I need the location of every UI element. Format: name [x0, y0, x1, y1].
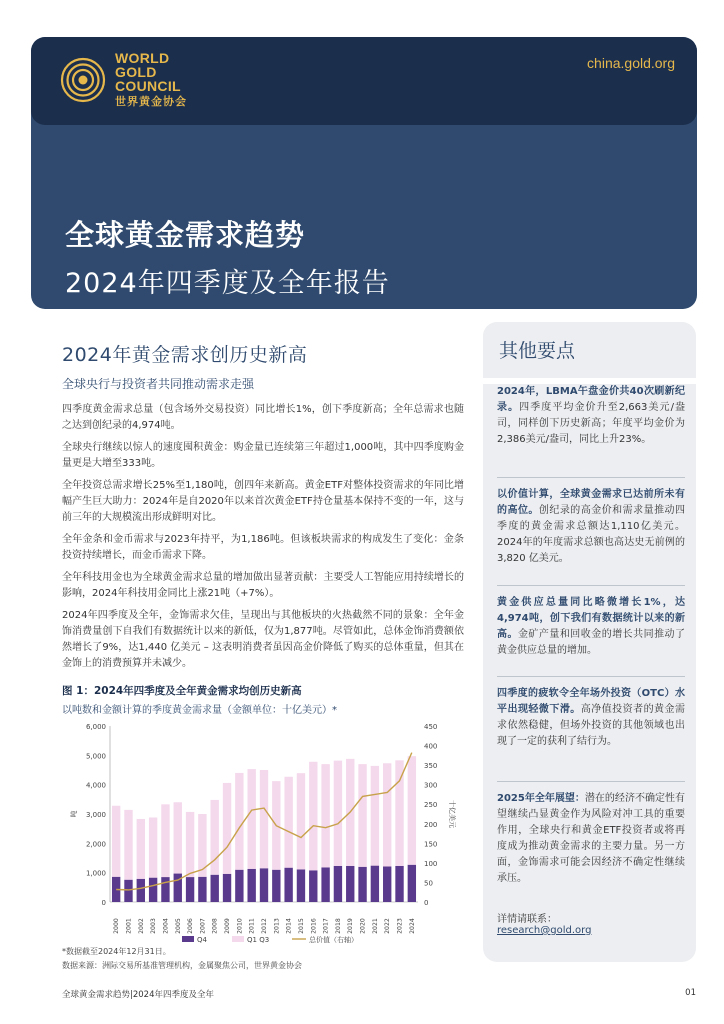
sidebar-heading: 其他要点	[499, 340, 576, 362]
header-brand-bar	[31, 37, 697, 125]
x-tick-label: 2006	[187, 918, 195, 934]
bar-q1-q3	[321, 764, 329, 867]
x-tick-label: 2016	[310, 918, 318, 934]
y2-tick-label: 350	[424, 762, 438, 771]
x-tick-label: 2021	[371, 918, 379, 934]
logo-line-3: COUNCIL	[115, 78, 181, 94]
bar-q1-q3	[408, 756, 416, 865]
bar-q4	[161, 877, 169, 902]
legend-label-q4: Q4	[197, 936, 207, 944]
bar-q4	[137, 879, 145, 902]
sidebar-rule	[497, 477, 685, 478]
bar-q1-q3	[297, 773, 305, 869]
x-tick-label: 2019	[347, 918, 355, 934]
logo-line-2: GOLD	[115, 64, 157, 80]
bar-q1-q3	[371, 766, 379, 866]
bar-q1-q3	[309, 762, 317, 871]
highlights-sidebar	[483, 322, 696, 962]
body-paragraph: 2024年四季度及全年，金饰需求欠佳，呈现出与其他板块的火热截然不同的景象：全年金饰消费量创下自我们有数据统计以来的新低，仅为1,877吨。尽管如此，总体金饰消费额依然增长了9%，达1,440 亿美元 – 这表明消费者虽因高金价降低了购买的总体重量，但其在金饰上的消费预算并未减少。	[62, 610, 464, 669]
figure-title: 图 1：2024年四季度及全年黄金需求均创历史新高	[62, 685, 302, 697]
y2-tick-label: 400	[424, 742, 438, 751]
report-subtitle: 2024年四季度及全年报告	[65, 268, 390, 299]
bar-q1-q3	[211, 800, 219, 875]
x-tick-label: 2013	[273, 918, 281, 934]
y2-tick-label: 200	[424, 820, 438, 829]
main-column	[62, 340, 464, 672]
bar-q4	[149, 878, 157, 902]
bar-q4	[309, 870, 317, 902]
body-paragraph: 全年科技用金也为全球黄金需求总量的增加做出显著贡献：主要受人工智能应用持续增长的影响，2024年科技用金同比上涨21吨（+7%）。	[62, 572, 464, 599]
bar-q4	[408, 865, 416, 902]
legend-label-q1-q3: Q1 Q3	[247, 936, 270, 944]
bar-q4	[272, 870, 280, 902]
bar-q1-q3	[284, 777, 292, 868]
report-header	[31, 37, 697, 309]
highlight-text: 潜在的经济不确定性有望继续凸显黄金作为风险对冲工具的重要作用，全球央行和黄金ETF投资者或将再度成为推动黄金需求的主要力量。另一方面，金饰需求可能会因经济不确定性继续承压。	[497, 793, 685, 884]
bar-q4	[346, 866, 354, 902]
x-tick-label: 2005	[174, 918, 182, 934]
x-tick-label: 2000	[113, 918, 121, 934]
bar-q4	[247, 869, 255, 902]
bar-q4	[284, 868, 292, 902]
bar-q4	[297, 869, 305, 902]
bar-q4	[223, 874, 231, 902]
legend-swatch-q4	[182, 936, 194, 942]
x-tick-label: 2010	[236, 918, 244, 934]
bar-q1-q3	[247, 769, 255, 869]
highlight-lead: 四季度的疲软令全年场外投资（OTC）水平出现轻微下滑。	[497, 688, 685, 715]
highlight-text: 创纪录的高金价和需求量推动四季度的黄金需求总额达1,110亿美元。2024年的年度需求总额也高达史无前例的3,820 亿美元。	[497, 505, 686, 564]
bar-q4	[334, 866, 342, 902]
wgc-logo[interactable]	[59, 51, 187, 109]
body-paragraph: 全年投资总需求增长25%至1,180吨，创四年来新高。黄金ETF对整体投资需求的年同比增幅产生巨大助力：2024年是自2020年以来首次黄金ETF持仓量基本保持不变的一年，这与前三年的大规模流出形成鲜明对比。	[62, 480, 464, 523]
bar-q4	[211, 875, 219, 902]
highlight-lead: 黄金供应总量同比略微增长1%，达4,974吨，创下我们有数据统计以来的新高。	[497, 597, 685, 640]
bar-q1-q3	[161, 804, 169, 877]
section-heading: 2024年黄金需求创历史新高	[62, 344, 308, 366]
page-number: 01	[685, 988, 696, 998]
bar-q1-q3	[223, 783, 231, 874]
sidebar-rule	[497, 781, 685, 782]
bar-q4	[371, 866, 379, 902]
section-subheading: 全球央行与投资者共同推动需求走强	[62, 377, 255, 391]
x-tick-label: 2008	[211, 918, 219, 934]
x-tick-label: 2017	[322, 918, 330, 934]
x-tick-label: 2014	[285, 918, 293, 934]
bar-q4	[186, 877, 194, 902]
bar-q4	[198, 877, 206, 902]
site-url-link[interactable]: china.gold.org	[587, 55, 675, 71]
x-tick-label: 2003	[150, 918, 158, 934]
bar-q4	[260, 868, 268, 902]
y2-tick-label: 300	[424, 781, 438, 790]
highlight-item	[497, 595, 685, 659]
x-tick-label: 2011	[248, 918, 256, 934]
legend-swatch-q1-q3	[232, 936, 244, 942]
bar-q1-q3	[186, 812, 194, 877]
highlight-item	[497, 487, 685, 567]
y-tick-label: 0	[101, 899, 106, 907]
sidebar-rule	[497, 676, 685, 677]
sidebar-rule	[497, 585, 685, 586]
x-tick-label: 2020	[359, 918, 367, 934]
highlight-lead: 2025年全年展望：	[497, 793, 585, 804]
bar-q1-q3	[395, 760, 403, 866]
y2-tick-label: 0	[424, 899, 429, 907]
figure-footnote: *数据截至2024年12月31日。	[62, 947, 171, 956]
x-tick-label: 2004	[162, 918, 170, 934]
y-tick-label: 2,000	[85, 840, 106, 849]
y2-tick-label: 100	[424, 859, 438, 868]
bar-q1-q3	[358, 764, 366, 867]
report-title: 全球黄金需求趋势	[65, 218, 306, 252]
x-tick-label: 2012	[261, 918, 268, 934]
figure-source: 数据来源：洲际交易所基准管理机构，金属聚焦公司，世界黄金协会	[62, 961, 302, 970]
x-tick-label: 2015	[297, 918, 305, 934]
bar-q1-q3	[383, 763, 391, 866]
bar-q4	[383, 867, 391, 902]
figure-subtitle: 以吨数和金额计算的季度黄金需求量（金额单位：十亿美元）*	[62, 705, 337, 716]
wgc-logo-icon	[59, 56, 107, 104]
body-paragraph: 四季度黄金需求总量（包含场外交易投资）同比增长1%，创下季度新高；全年总需求也随之达到创纪录的4,974吨。	[62, 404, 464, 431]
logo-line-1: WORLD	[115, 50, 170, 66]
y-tick-label: 4,000	[85, 781, 106, 790]
body-paragraph: 全球央行继续以惊人的速度囤积黄金：购金量已连续第三年超过1,000吨，其中四季度购金量更是大增至333吨。	[62, 442, 464, 469]
highlight-lead: 2024年，LBMA午盘金价共40次刷新纪录。	[497, 386, 685, 413]
y2-tick-label: 50	[424, 879, 433, 888]
logo-chinese-name: 世界黄金协会	[115, 96, 187, 108]
x-tick-label: 2022	[384, 918, 392, 934]
y-tick-label: 1,000	[85, 869, 106, 878]
contact-email-link[interactable]: research@gold.org	[497, 925, 592, 936]
bar-q1-q3	[137, 819, 145, 879]
bar-q4	[235, 870, 243, 902]
x-tick-label: 2018	[334, 918, 342, 934]
y-axis-label: 吨	[70, 810, 78, 818]
y2-axis-label: 十亿美元	[448, 800, 456, 828]
page-footer: 全球黄金需求趋势|2024年四季度及全年	[62, 990, 214, 1000]
highlight-text: 金矿产量和回收金的增长共同推动了黄金供应总量的增加。	[497, 629, 686, 656]
bar-q4	[124, 880, 132, 902]
bar-q4	[358, 867, 366, 902]
legend-label-total: 总价值（右轴）	[309, 936, 358, 944]
bar-q4	[395, 866, 403, 902]
x-tick-label: 2009	[224, 918, 232, 934]
highlight-text: 高净值投资者的黄金需求依然稳健，但场外投资的其他领域也出现了一定的获利了结行为。	[497, 704, 686, 747]
y2-tick-label: 250	[424, 801, 438, 810]
x-tick-label: 2001	[125, 918, 133, 934]
bar-q1-q3	[260, 770, 268, 868]
bar-q1-q3	[112, 806, 120, 877]
y2-tick-label: 150	[424, 840, 438, 849]
highlight-text: 四季度平均金价升至2,663美元/盎司，同样创下历史新高；年度平均金价为2,386美元/盎司，同比上升23%。	[497, 402, 686, 445]
bar-q1-q3	[124, 810, 132, 880]
y2-tick-label: 450	[424, 723, 438, 731]
demand-chart	[62, 714, 464, 954]
highlight-lead: 以价值计算，全球黄金需求已达前所未有的高位。	[497, 489, 685, 516]
bar-q1-q3	[149, 818, 157, 878]
bar-q1-q3	[334, 761, 342, 866]
bar-q1-q3	[174, 802, 182, 873]
highlight-item	[497, 791, 685, 887]
x-tick-label: 2023	[396, 918, 404, 934]
contact-label: 详情请联系：	[497, 914, 557, 925]
bar-q1-q3	[235, 773, 243, 870]
highlight-item	[497, 686, 685, 750]
y-tick-label: 6,000	[85, 723, 106, 731]
y-tick-label: 3,000	[85, 811, 106, 819]
logo-wordmark	[115, 51, 187, 109]
body-paragraph: 全年金条和金币需求与2023年持平，为1,186吨。但该板块需求的构成发生了变化：金条投资持续增长，而金币需求下降。	[62, 534, 464, 561]
x-tick-label: 2024	[408, 918, 416, 934]
bar-q4	[321, 867, 329, 902]
y-tick-label: 5,000	[85, 752, 106, 761]
x-tick-label: 2007	[199, 918, 207, 934]
x-tick-label: 2002	[137, 918, 145, 934]
highlight-item	[497, 384, 685, 448]
